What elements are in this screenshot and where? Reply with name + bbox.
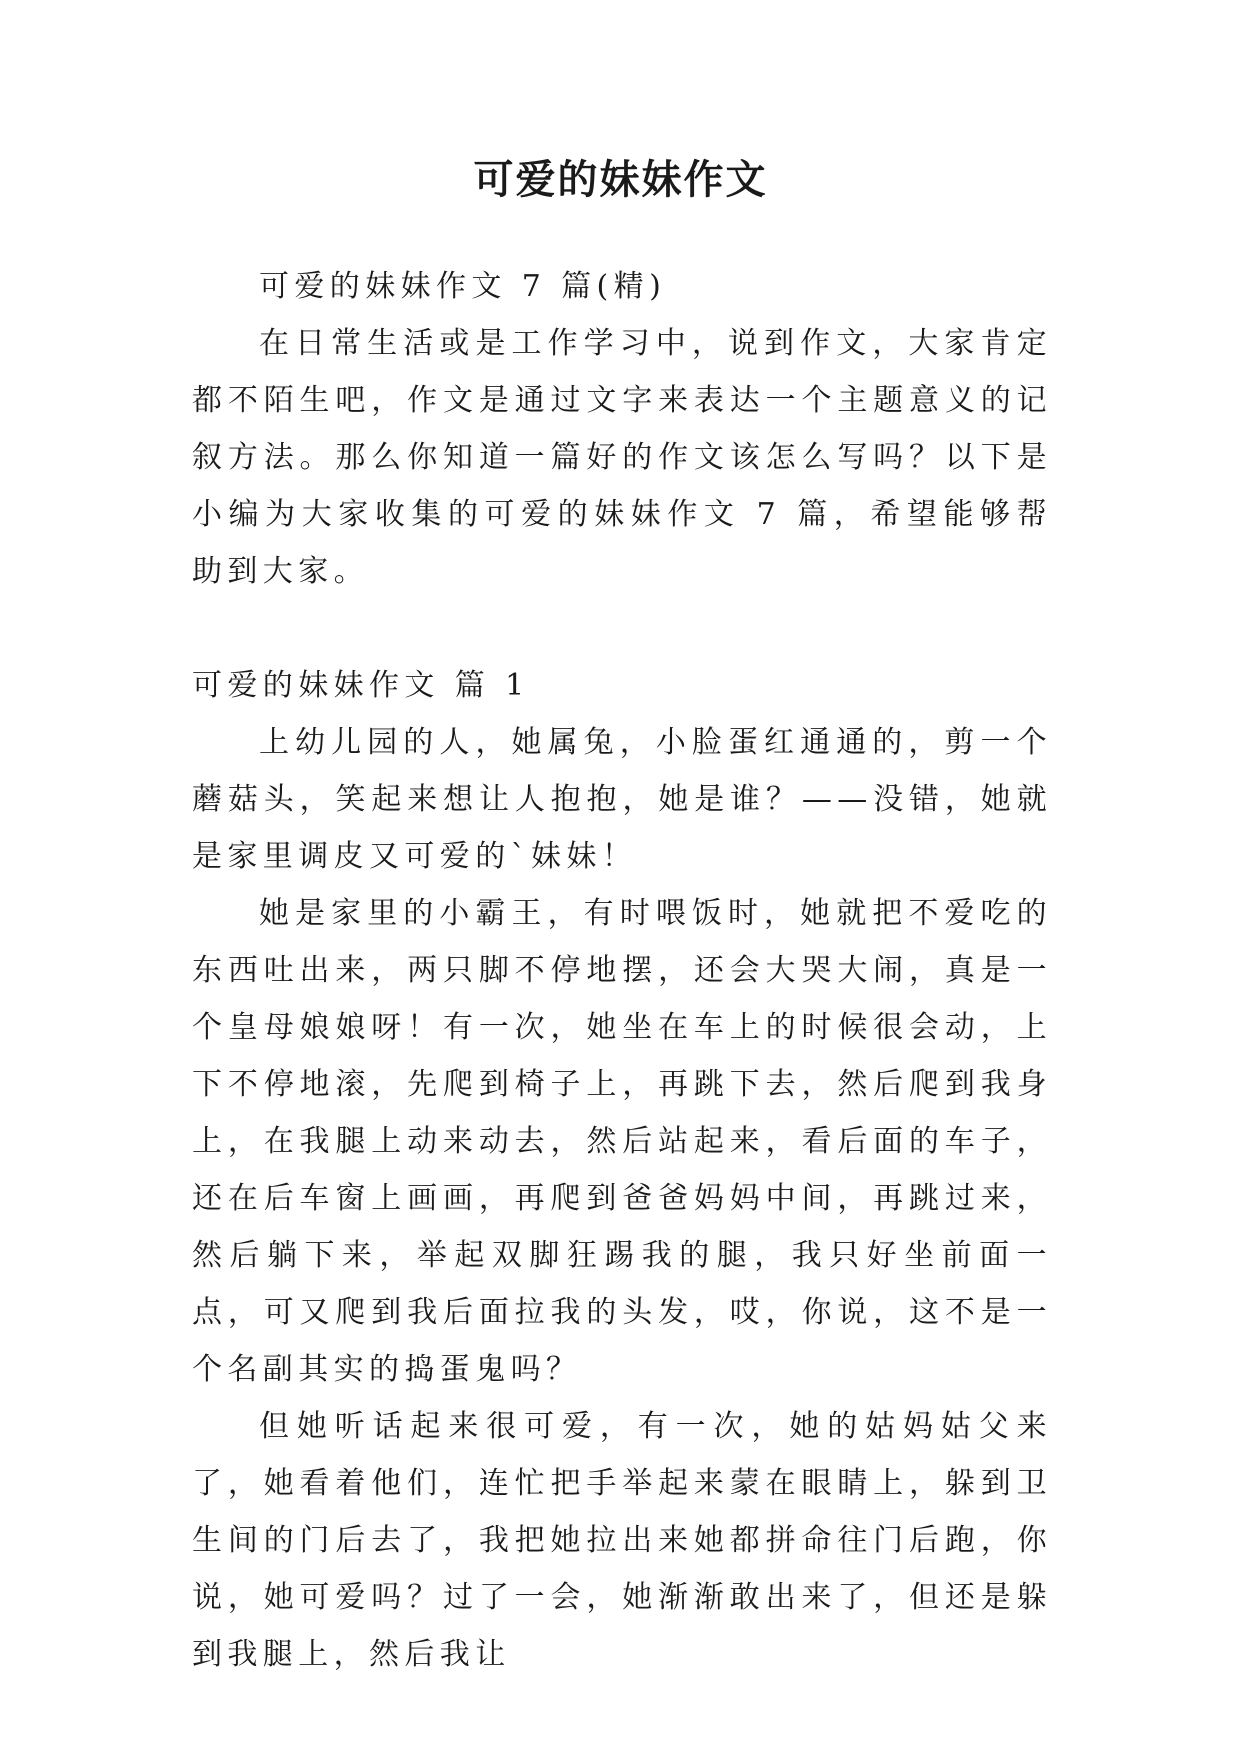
- intro-paragraph: 在日常生活或是工作学习中，说到作文，大家肯定都不陌生吧，作文是通过文字来表达一个主题意义的记叙方法。那么你知道一篇好的作文该怎么写吗？以下是小编为大家收集的可爱的妹妹作文 7 篇，希望能够帮助到大家。: [192, 326, 1052, 589]
- section-heading: 可爱的妹妹作文 篇 1: [192, 668, 530, 703]
- body-paragraph: 上幼儿园的人，她属兔，小脸蛋红通通的，剪一个蘑菇头，笑起来想让人抱抱，她是谁？——没错，她就是家里调皮又可爱的`妹妹！: [192, 725, 1052, 874]
- document-body: [192, 258, 1052, 1683]
- body-paragraph: 她是家里的小霸王，有时喂饭时，她就把不爱吃的东西吐出来，两只脚不停地摆，还会大哭大闹，真是一个皇母娘娘呀！有一次，她坐在车上的时候很会动，上下不停地滚，先爬到椅子上，再跳下去，然后爬到我身上，在我腿上动来动去，然后站起来，看后面的车子，还在后车窗上画画，再爬到爸爸妈妈中间，再跳过来，然后躺下来，举起双脚狂踢我的腿，我只好坐前面一点，可又爬到我后面拉我的头发，哎，你说，这不是一个名副其实的捣蛋鬼吗？: [192, 896, 1052, 1387]
- body-paragraph: 但她听话起来很可爱，有一次，她的姑妈姑父来了，她看着他们，连忙把手举起来蒙在眼睛上，躲到卫生间的门后去了，我把她拉出来她都拼命往门后跑，你说，她可爱吗？过了一会，她渐渐敢出来了，但还是躲到我腿上，然后我让: [192, 1409, 1052, 1672]
- document-title: 可爱的妹妹作文: [473, 156, 768, 203]
- document-subtitle: 可爱的妹妹作文 7 篇(精): [259, 269, 667, 304]
